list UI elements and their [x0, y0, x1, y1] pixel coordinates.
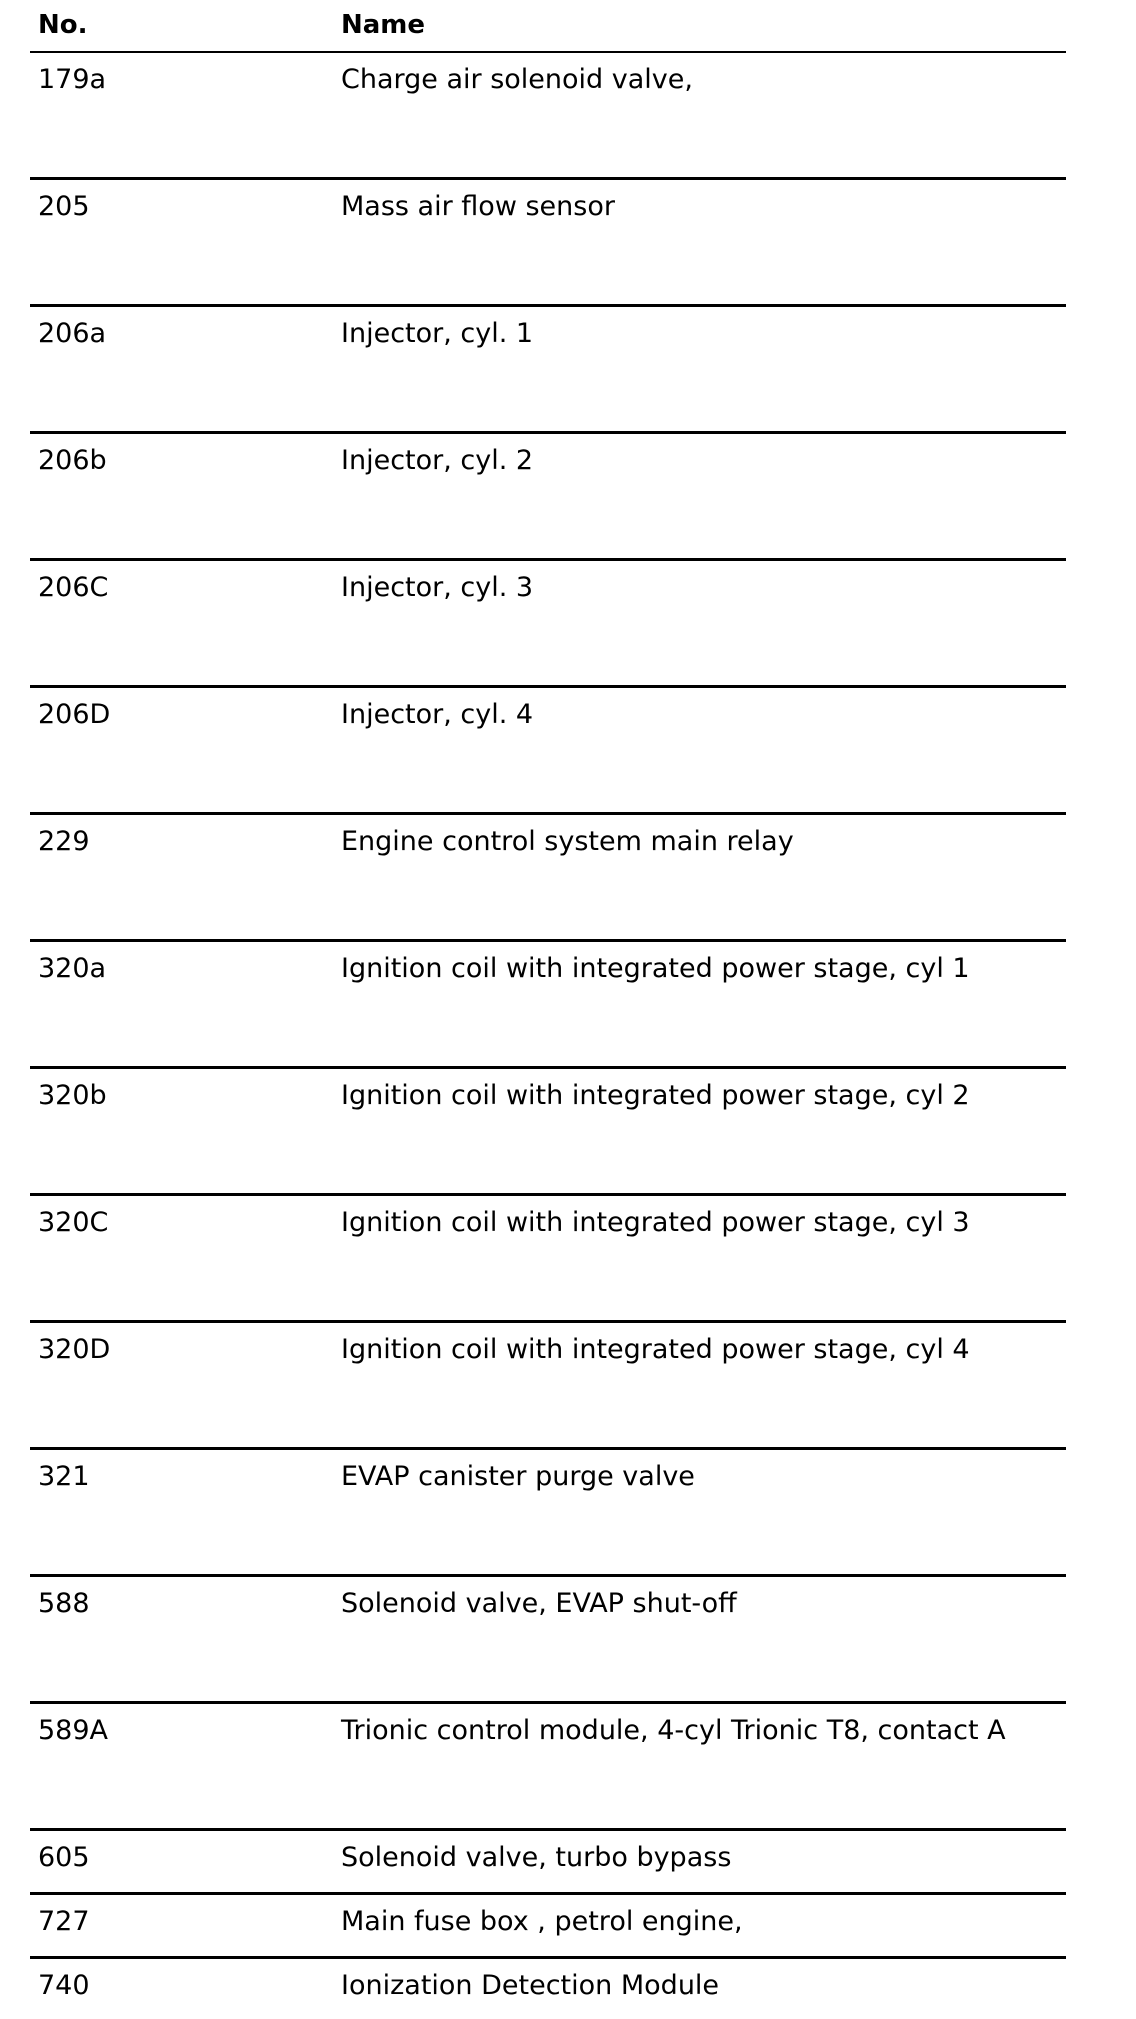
- cell-name: Trionic control module, 4-cyl Trionic T8, contact A: [341, 1715, 1006, 1746]
- cell-no: 740: [38, 1970, 90, 2001]
- cell-name: Ignition coil with integrated power stage, cyl 3: [341, 1207, 970, 1238]
- cell-name: Injector, cyl. 1: [341, 318, 534, 349]
- header-name: Name: [341, 10, 426, 40]
- cell-no: 727: [38, 1906, 90, 1937]
- table-row: [30, 688, 1066, 815]
- cell-no: 589A: [38, 1715, 109, 1746]
- table-row: [30, 1196, 1066, 1323]
- cell-name: Ignition coil with integrated power stage, cyl 2: [341, 1080, 970, 1111]
- table-row: [30, 180, 1066, 307]
- cell-no: 179a: [38, 64, 107, 95]
- table-row: [30, 815, 1066, 942]
- table-row: [30, 1450, 1066, 1577]
- cell-name: Ignition coil with integrated power stage, cyl 1: [341, 953, 970, 984]
- cell-no: 206D: [38, 699, 111, 730]
- table-row: [30, 307, 1066, 434]
- table-row: [30, 1704, 1066, 1831]
- table-row: [30, 434, 1066, 561]
- cell-name: Ignition coil with integrated power stage, cyl 4: [341, 1334, 970, 1365]
- cell-name: Solenoid valve, EVAP shut-off: [341, 1588, 737, 1619]
- cell-no: 605: [38, 1842, 90, 1873]
- cell-name: Ionization Detection Module: [341, 1970, 720, 2001]
- table-row: [30, 1895, 1066, 1959]
- table-row: [30, 1577, 1066, 1704]
- table-header: [30, 0, 1066, 53]
- component-table: [30, 0, 1066, 2019]
- cell-no: 229: [38, 826, 90, 857]
- cell-name: Mass air flow sensor: [341, 191, 615, 222]
- table-row: [30, 1323, 1066, 1450]
- cell-no: 206a: [38, 318, 107, 349]
- cell-name: Charge air solenoid valve,: [341, 64, 693, 95]
- cell-no: 206b: [38, 445, 107, 476]
- cell-name: Solenoid valve, turbo bypass: [341, 1842, 732, 1873]
- cell-no: 320b: [38, 1080, 107, 1111]
- table-row: [30, 53, 1066, 180]
- table-row: [30, 561, 1066, 688]
- cell-no: 320C: [38, 1207, 109, 1238]
- header-no: No.: [38, 10, 88, 40]
- cell-name: Main fuse box , petrol engine,: [341, 1906, 743, 1937]
- cell-name: Injector, cyl. 2: [341, 445, 534, 476]
- cell-name: EVAP canister purge valve: [341, 1461, 695, 1492]
- table-row: [30, 942, 1066, 1069]
- cell-no: 588: [38, 1588, 90, 1619]
- cell-name: Engine control system main relay: [341, 826, 794, 857]
- cell-no: 205: [38, 191, 90, 222]
- cell-name: Injector, cyl. 4: [341, 699, 534, 730]
- table-row: [30, 1069, 1066, 1196]
- table-row: [30, 1959, 1066, 2019]
- cell-name: Injector, cyl. 3: [341, 572, 534, 603]
- table-row: [30, 1831, 1066, 1895]
- cell-no: 320D: [38, 1334, 111, 1365]
- cell-no: 206C: [38, 572, 109, 603]
- cell-no: 320a: [38, 953, 107, 984]
- cell-no: 321: [38, 1461, 90, 1492]
